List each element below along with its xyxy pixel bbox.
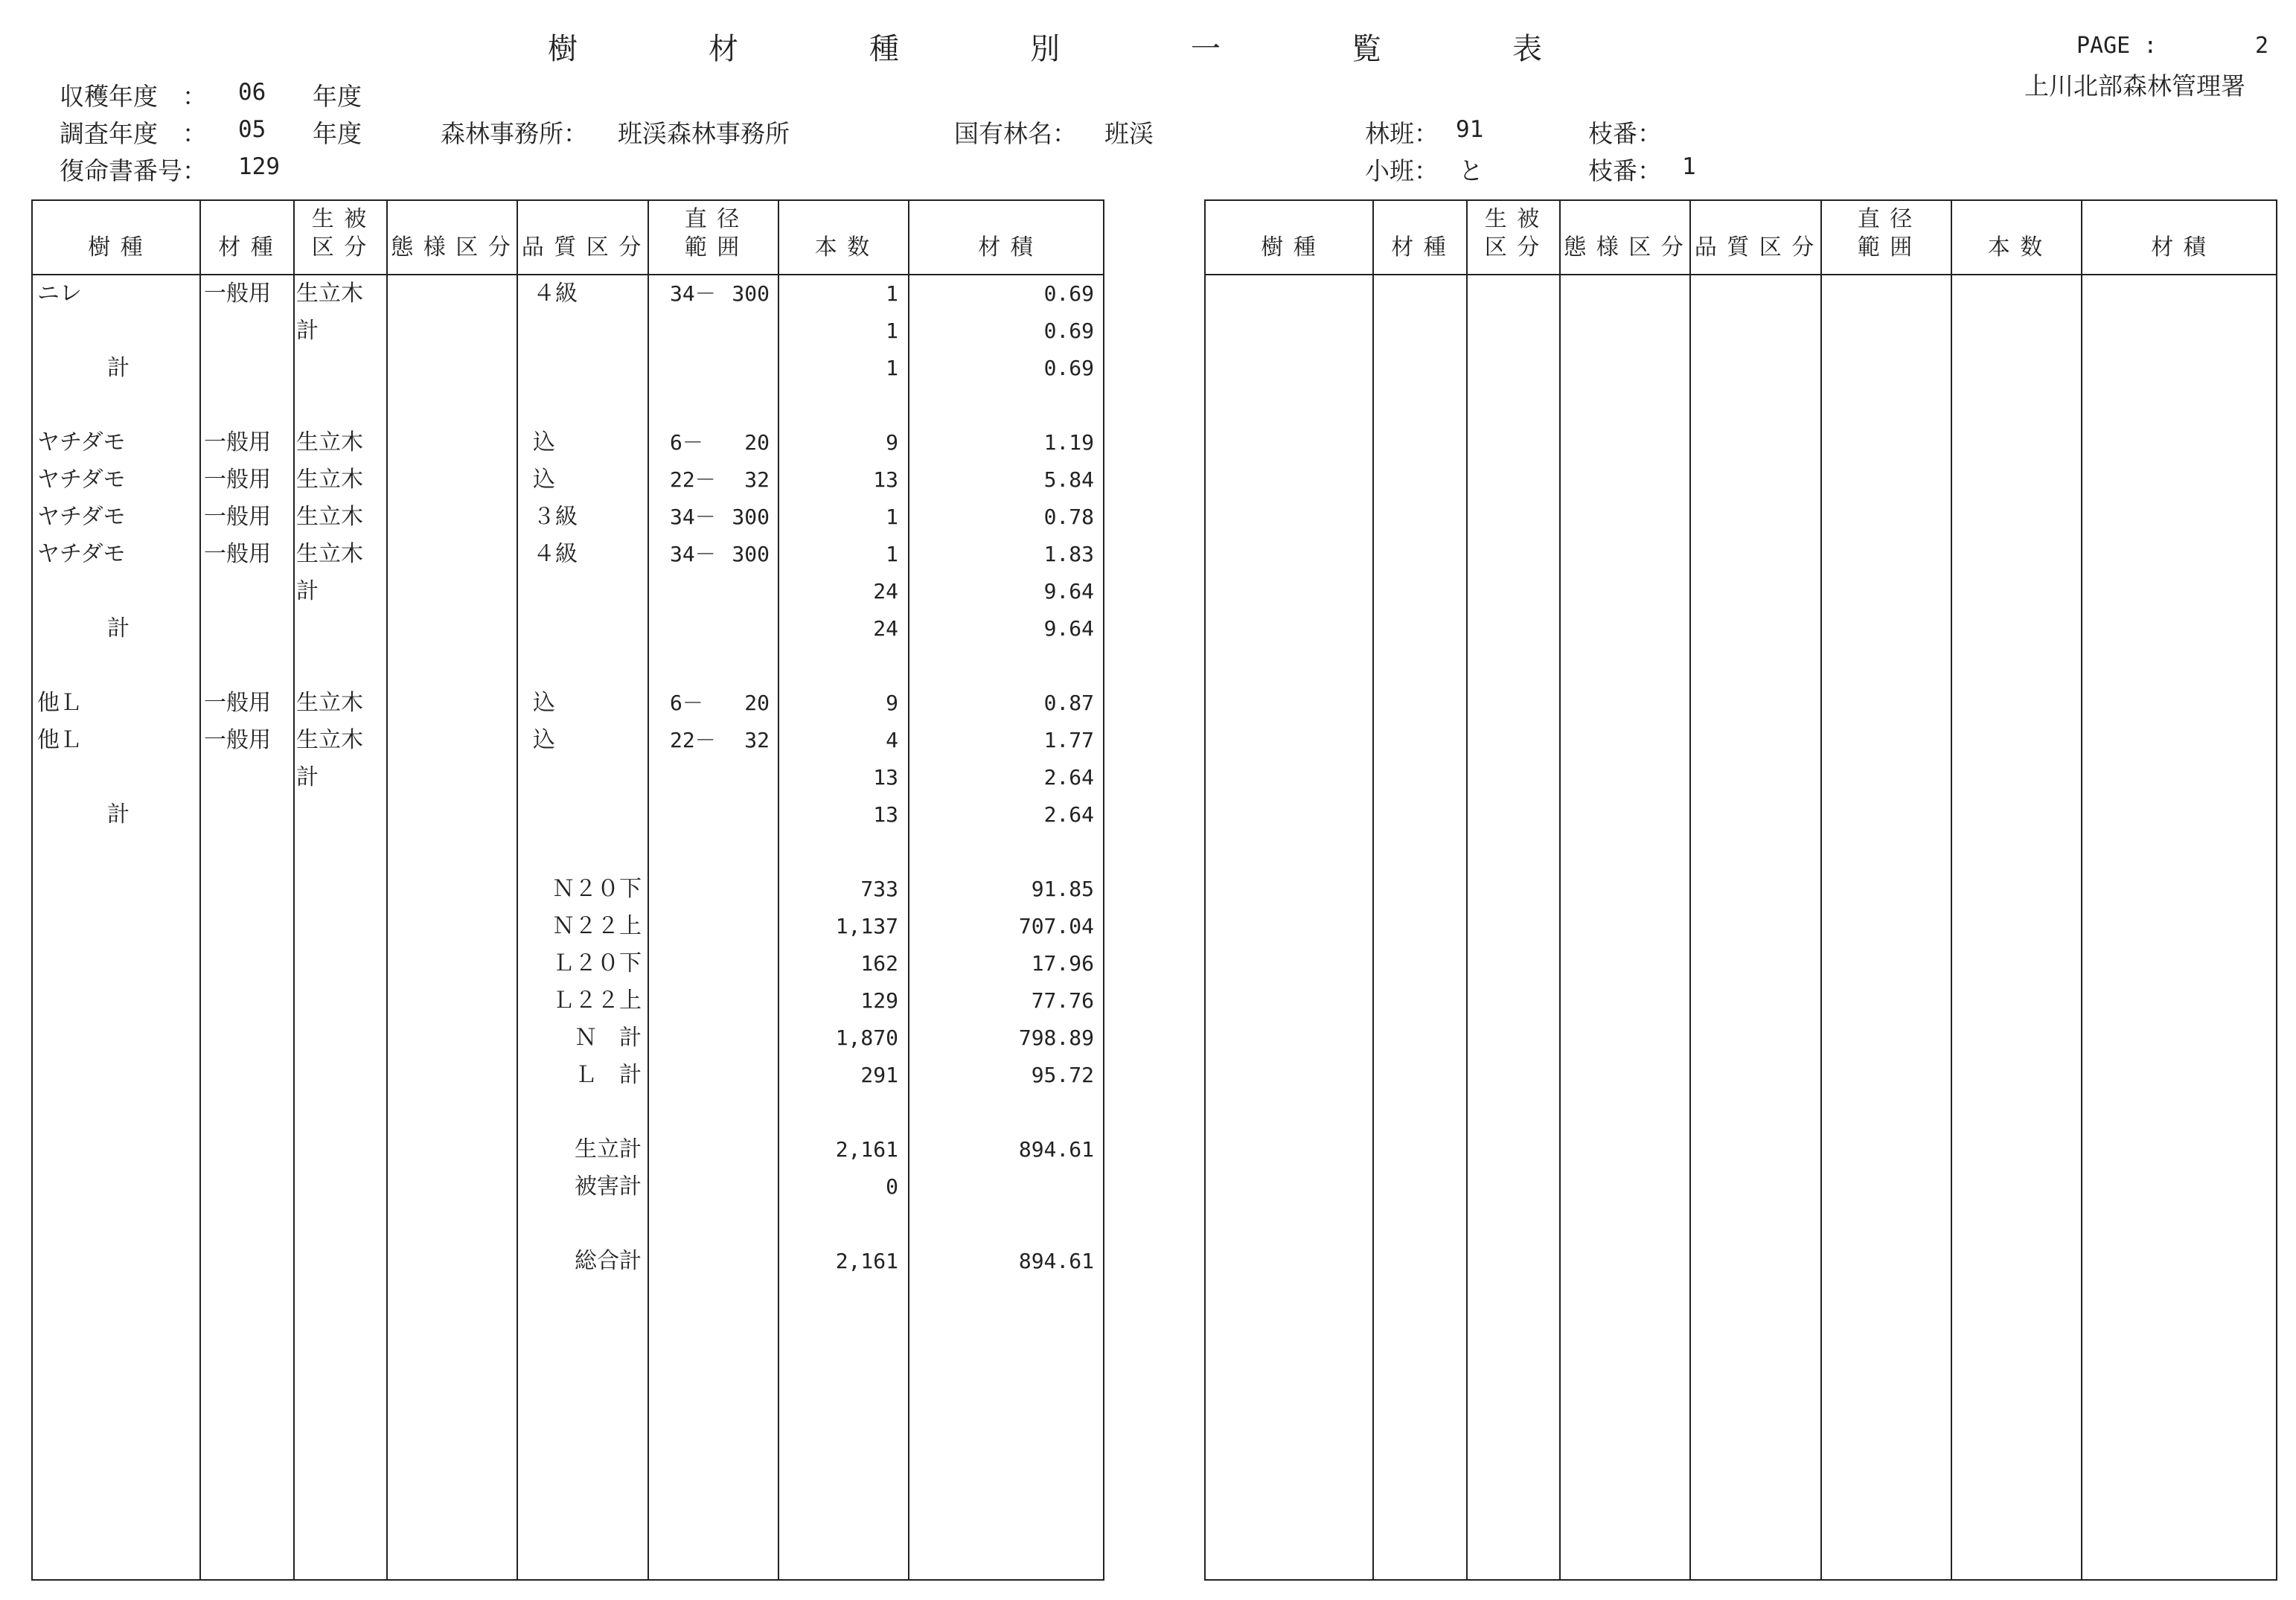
count-cell: 9 [886, 691, 898, 715]
count-cell: 291 [860, 1063, 898, 1087]
column-header: 品 質 区 分 [1694, 234, 1816, 260]
diameter-min-cell: 6－ [670, 430, 703, 455]
right-table [1204, 199, 2277, 1581]
column-header: 材 種 [218, 234, 275, 260]
quality-cell: 込 [533, 727, 555, 753]
status-cell: 生立木 [296, 281, 363, 307]
count-cell: 4 [886, 728, 898, 752]
column-header: 生 被 区 分 [1484, 206, 1541, 260]
status-cell: 生立木 [296, 541, 363, 567]
rinpan-value: 91 [1456, 116, 1484, 143]
shohan-value: と [1459, 156, 1483, 185]
quality-cell: 込 [533, 690, 555, 716]
material-cell: 一般用 [204, 727, 271, 753]
column-divider [2081, 201, 2082, 1579]
column-divider [386, 201, 388, 1579]
column-divider [1466, 201, 1468, 1579]
volume-cell: 707.04 [1018, 914, 1094, 938]
count-cell: 129 [860, 988, 898, 1013]
column-divider [1820, 201, 1822, 1579]
subtotal-cell: 計 [296, 578, 319, 604]
status-cell: 生立木 [296, 727, 363, 753]
count-cell: 1,870 [835, 1025, 898, 1050]
column-header: 直 径 範 囲 [684, 206, 741, 260]
volume-cell: 0.69 [1043, 319, 1094, 343]
species-cell: ヤチダモ [37, 429, 126, 455]
status-cell: 生立木 [296, 504, 363, 530]
count-cell: 2,161 [835, 1137, 898, 1162]
volume-cell: 894.61 [1018, 1137, 1094, 1162]
left-table [31, 199, 1104, 1581]
column-header: 直 径 範 囲 [1857, 206, 1914, 260]
column-header: 態 様 区 分 [1564, 234, 1685, 260]
harvest-year-unit: 年度 [313, 82, 362, 111]
column-divider [1559, 201, 1561, 1579]
count-cell: 1,137 [835, 914, 898, 938]
quality-cell: ４級 [533, 281, 578, 307]
column-divider [647, 201, 649, 1579]
report-no-label: 復命書番号： [60, 156, 207, 185]
page-number: 2 [2255, 33, 2269, 59]
column-header: 材 積 [2151, 234, 2207, 260]
status-cell: 生立木 [296, 429, 363, 455]
diameter-max-cell: 20 [744, 691, 770, 715]
diameter-min-cell: 22－ [670, 728, 716, 752]
species-total-cell: 計 [107, 615, 129, 641]
column-header: 樹 種 [1261, 234, 1317, 260]
page-label: PAGE : [2076, 33, 2158, 59]
summary-label-cell: 生立計 [575, 1136, 642, 1162]
quality-cell: 込 [533, 467, 555, 493]
species-cell: ニレ [37, 281, 82, 307]
column-header: 材 積 [978, 234, 1035, 260]
edaban-label-1: 枝番： [1588, 119, 1662, 148]
diameter-max-cell: 32 [744, 467, 770, 492]
volume-cell: 5.84 [1043, 467, 1094, 492]
quality-cell: ３級 [533, 504, 578, 530]
species-cell: ヤチダモ [37, 467, 126, 493]
column-header: 樹 種 [88, 234, 144, 260]
species-cell: ヤチダモ [37, 541, 126, 567]
diameter-max-cell: 20 [744, 430, 770, 455]
header-divider [1206, 274, 2276, 275]
material-cell: 一般用 [204, 541, 271, 567]
diameter-min-cell: 34－ [670, 505, 716, 529]
species-cell: 他Ｌ [37, 727, 82, 753]
summary-label-cell: Ｌ２０下 [552, 950, 642, 976]
subtotal-cell: 計 [296, 318, 319, 344]
count-cell: 13 [873, 802, 898, 827]
column-divider [1689, 201, 1691, 1579]
survey-year-value: 05 [238, 116, 266, 143]
volume-cell: 0.78 [1043, 505, 1094, 529]
species-total-cell: 計 [107, 801, 129, 828]
volume-cell: 17.96 [1031, 951, 1094, 976]
count-cell: 24 [873, 579, 898, 604]
material-cell: 一般用 [204, 690, 271, 716]
quality-cell: 込 [533, 429, 555, 455]
count-cell: 24 [873, 616, 898, 641]
volume-cell: 2.64 [1043, 802, 1094, 827]
diameter-min-cell: 34－ [670, 542, 716, 566]
diameter-min-cell: 22－ [670, 467, 716, 492]
report-no-value: 129 [238, 153, 280, 180]
survey-year-unit: 年度 [313, 119, 362, 148]
material-cell: 一般用 [204, 504, 271, 530]
survey-year-label: 調査年度 ： [60, 119, 207, 148]
species-cell: ヤチダモ [37, 504, 126, 530]
material-cell: 一般用 [204, 281, 271, 307]
volume-cell: 798.89 [1018, 1025, 1094, 1050]
count-cell: 1 [886, 356, 898, 380]
material-cell: 一般用 [204, 467, 271, 493]
volume-cell: 894.61 [1018, 1249, 1094, 1273]
column-divider [199, 201, 201, 1579]
count-cell: 1 [886, 505, 898, 529]
volume-cell: 95.72 [1031, 1063, 1094, 1087]
diameter-min-cell: 6－ [670, 691, 703, 715]
shohan-label: 小班： [1365, 156, 1439, 185]
material-cell: 一般用 [204, 429, 271, 455]
summary-label-cell: 総合計 [575, 1248, 642, 1274]
office-name: 上川北部森林管理署 [2024, 71, 2245, 100]
report-title: 樹 材 種 別 一 覧 表 [548, 32, 1593, 66]
column-header: 生 被 区 分 [311, 206, 368, 260]
summary-label-cell: Ｎ 計 [575, 1025, 642, 1051]
summary-label-cell: Ｎ２０下 [552, 876, 642, 902]
volume-cell: 1.83 [1043, 542, 1094, 566]
edaban-value-2: 1 [1682, 153, 1696, 180]
column-divider [293, 201, 295, 1579]
volume-cell: 91.85 [1031, 877, 1094, 901]
column-header: 材 種 [1391, 234, 1448, 260]
count-cell: 162 [860, 951, 898, 976]
harvest-year-value: 06 [238, 79, 266, 106]
column-header: 態 様 区 分 [391, 234, 512, 260]
count-cell: 1 [886, 281, 898, 306]
count-cell: 2,161 [835, 1249, 898, 1273]
species-total-cell: 計 [107, 355, 129, 381]
quality-cell: ４級 [533, 541, 578, 567]
diameter-min-cell: 34－ [670, 281, 716, 306]
volume-cell: 1.19 [1043, 430, 1094, 455]
summary-label-cell: Ｎ２２上 [552, 913, 642, 939]
count-cell: 733 [860, 877, 898, 901]
forest-office-value: 班渓森林事務所 [618, 119, 790, 148]
column-divider [1372, 201, 1374, 1579]
column-header: 品 質 区 分 [521, 234, 643, 260]
count-cell: 1 [886, 319, 898, 343]
national-forest-label: 国有林名： [954, 119, 1077, 148]
volume-cell: 9.64 [1043, 579, 1094, 604]
volume-cell: 0.69 [1043, 281, 1094, 306]
column-header: 本 数 [1987, 234, 2044, 260]
count-cell: 13 [873, 467, 898, 492]
count-cell: 1 [886, 542, 898, 566]
diameter-max-cell: 300 [732, 542, 770, 566]
volume-cell: 2.64 [1043, 765, 1094, 790]
count-cell: 13 [873, 765, 898, 790]
rinpan-label: 林班： [1365, 119, 1439, 148]
column-divider [1951, 201, 1952, 1579]
status-cell: 生立木 [296, 690, 363, 716]
summary-label-cell: 被害計 [575, 1174, 642, 1200]
national-forest-value: 班渓 [1104, 119, 1154, 148]
count-cell: 9 [886, 430, 898, 455]
column-header: 本 数 [814, 234, 872, 260]
count-cell: 0 [886, 1174, 898, 1199]
harvest-year-label: 収穫年度 ： [60, 82, 207, 111]
volume-cell: 0.87 [1043, 691, 1094, 715]
diameter-max-cell: 300 [732, 505, 770, 529]
diameter-max-cell: 300 [732, 281, 770, 306]
status-cell: 生立木 [296, 467, 363, 493]
edaban-label-2: 枝番： [1588, 156, 1662, 185]
summary-label-cell: Ｌ 計 [575, 1062, 642, 1088]
summary-label-cell: Ｌ２２上 [552, 988, 642, 1014]
volume-cell: 1.77 [1043, 728, 1094, 752]
volume-cell: 77.76 [1031, 988, 1094, 1013]
species-cell: 他Ｌ [37, 690, 82, 716]
volume-cell: 0.69 [1043, 356, 1094, 380]
forest-office-label: 森林事務所： [441, 119, 588, 148]
diameter-max-cell: 32 [744, 728, 770, 752]
volume-cell: 9.64 [1043, 616, 1094, 641]
subtotal-cell: 計 [296, 764, 319, 790]
